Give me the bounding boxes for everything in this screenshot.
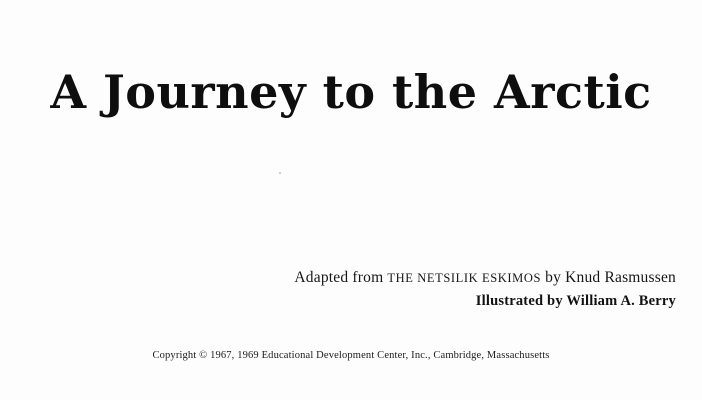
copyright-notice: Copyright © 1967, 1969 Educational Development Center, Inc., Cambridge, Massachusetts [152, 350, 550, 361]
page-speck [279, 172, 281, 174]
adapted-from-label: Adapted from [294, 269, 388, 286]
adaptation-credit [156, 268, 676, 287]
author-credit: by Knud Rasmussen [541, 269, 676, 286]
page-title: A Journey to the Arctic [50, 64, 652, 119]
source-title: THE NETSILIK ESKIMOS [387, 271, 542, 285]
credits-block [156, 268, 676, 310]
illustrator-credit: Illustrated by William A. Berry [475, 293, 676, 310]
